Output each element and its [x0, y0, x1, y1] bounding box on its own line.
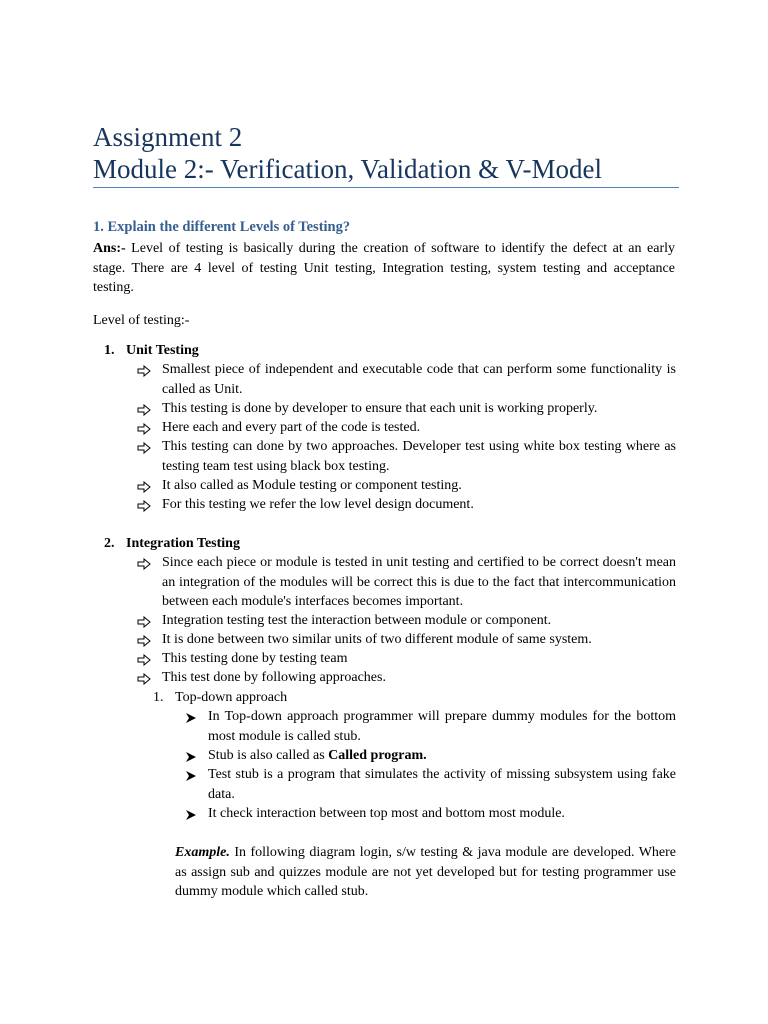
- triangle-bullet-icon: [185, 809, 197, 821]
- unit-bullet: For this testing we refer the low level design document.: [162, 497, 474, 512]
- integration-bullet: This testing done by testing team: [162, 651, 348, 666]
- approach-point: Test stub is a program that simulates the activity of missing subsystem using fake data.: [208, 767, 676, 802]
- unit-bullet: It also called as Module testing or component testing.: [162, 478, 462, 493]
- arrow-bullet-icon: [137, 442, 151, 454]
- unit-section-number: 1.: [104, 343, 115, 358]
- module-title: Module 2:- Verification, Validation & V-Model: [93, 154, 602, 184]
- arrow-bullet-icon: [137, 423, 151, 435]
- arrow-bullet-icon: [137, 558, 151, 570]
- unit-bullet: This testing can done by two approaches. Developer test using white box testing where as testing team test using black box testing.: [162, 439, 676, 474]
- triangle-bullet-icon: [185, 712, 197, 724]
- integration-bullet: Since each piece or module is tested in unit testing and certified to be correct doesn't mean an integration of the modules will be correct this is due to the fact that intercommunication between each module's interfaces becomes important.: [162, 555, 676, 609]
- approach-point: It check interaction between top most and bottom most module.: [208, 806, 565, 821]
- arrow-bullet-icon: [137, 654, 151, 666]
- stub-bold-text: Called program.: [328, 748, 427, 763]
- example-text: In following diagram login, s/w testing & java module are developed. Where as assign sub and quizzes module are not yet developed but for testing programmer use dummy module which called stub.: [175, 845, 676, 899]
- integration-bullet: Integration testing test the interaction between module or component.: [162, 613, 552, 628]
- answer-label: Ans:-: [93, 241, 126, 256]
- integration-bullet: It is done between two similar units of two different module of same system.: [162, 632, 592, 647]
- arrow-bullet-icon: [137, 365, 151, 377]
- assignment-title: Assignment 2: [93, 122, 243, 152]
- approach-point: In Top-down approach programmer will prepare dummy modules for the bottom most module is called stub.: [208, 709, 676, 744]
- arrow-bullet-icon: [137, 673, 151, 685]
- levels-intro: Level of testing:-: [93, 313, 190, 328]
- stub-text: Stub is also called as: [208, 748, 329, 763]
- arrow-bullet-icon: [137, 635, 151, 647]
- answer-text: Level of testing is basically during the creation of software to identify the defect at an early stage. There are 4 level of testing Unit testing, Integration testing, system testing and acceptance testing.: [93, 241, 675, 295]
- integration-section-title: Integration Testing: [126, 536, 240, 551]
- arrow-bullet-icon: [137, 616, 151, 628]
- integration-section-number: 2.: [104, 536, 115, 551]
- title-underline: [93, 187, 679, 188]
- approach-number: 1.: [153, 690, 164, 705]
- arrow-bullet-icon: [137, 404, 151, 416]
- approach-title: Top-down approach: [175, 690, 288, 705]
- triangle-bullet-icon: [185, 770, 197, 782]
- triangle-bullet-icon: [185, 751, 197, 763]
- answer-paragraph: [93, 239, 675, 298]
- arrow-bullet-icon: [137, 500, 151, 512]
- unit-bullet: This testing is done by developer to ensure that each unit is working properly.: [162, 401, 598, 416]
- question-heading: 1. Explain the different Levels of Testing?: [93, 219, 351, 235]
- arrow-bullet-icon: [137, 481, 151, 493]
- approach-point: [208, 746, 676, 766]
- integration-bullet: This test done by following approaches.: [162, 670, 386, 685]
- unit-bullet: Smallest piece of independent and executable code that can perform some functionality is called as Unit.: [162, 362, 676, 397]
- unit-section-title: Unit Testing: [126, 343, 199, 358]
- example-label: Example.: [175, 845, 230, 860]
- unit-bullet: Here each and every part of the code is tested.: [162, 420, 421, 435]
- example-paragraph: [175, 843, 676, 902]
